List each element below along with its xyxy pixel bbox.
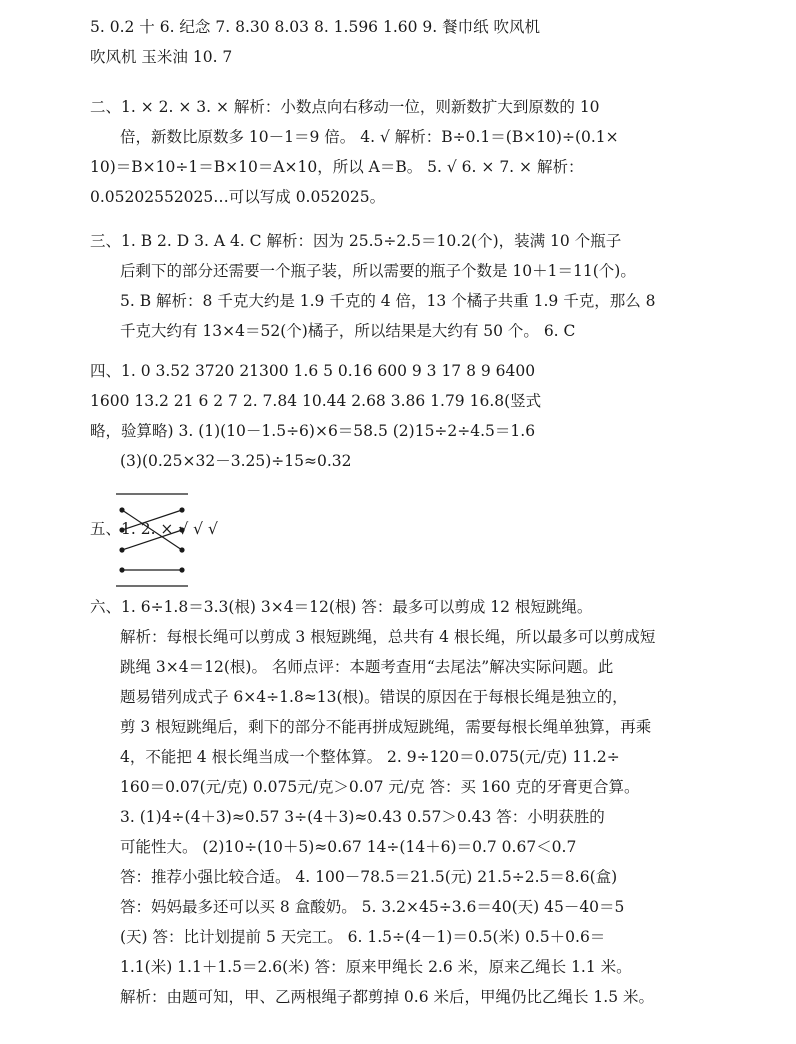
text-line-16: 六、1. 6÷1.8＝3.3(根) 3×4＝12(根) 答：最多可以剪成 12 根短跳绳。 [90,598,593,616]
text-line-19: 题易错列成式子 6×4÷1.8≈13(根)。错误的原因在于每根长绳是独立的， [120,688,628,706]
text-line-14: (3)(0.25×32－3.25)÷15≈0.32 [120,452,352,470]
text-line-23: 3. (1)4÷(4＋3)≈0.57 3÷(4＋3)≈0.43 0.57＞0.43 答：小明获胜的 [120,808,605,826]
text-line-22: 160＝0.07(元/克) 0.075元/克＞0.07 元/克 答：买 160 克的牙膏更合算。 [120,778,640,796]
text-line-10: 千克大约有 13×4＝52(个)橘子，所以结果是大约有 50 个。 6. C [120,322,576,340]
text-line-4: 倍，新数比原数多 10－1＝9 倍。 4. √ 解析：B÷0.1＝(B×10)÷(0.1× [120,128,619,146]
text-line-21: 4，不能把 4 根长绳当成一个整体算。 2. 9÷120＝0.075(元/克) 11.2÷ [120,748,620,766]
text-line-20: 剪 3 根短跳绳后，剩下的部分不能再拼成短跳绳，需要每根长绳单独算，再乘 [120,718,652,736]
text-line-15: 五、1. 2. × √ √ √ [90,520,218,538]
text-line-27: (天) 答：比计划提前 5 天完工。 6. 1.5÷(4－1)＝0.5(米) 0.5＋0.6＝ [120,928,606,946]
text-line-3: 二、1. × 2. × 3. × 解析：小数点向右移动一位，则新数扩大到原数的 10 [90,98,600,116]
text-line-8: 后剩下的部分还需要一个瓶子装，所以需要的瓶子个数是 10＋1＝11(个)。 [120,262,636,280]
text-line-13: 略，验算略) 3. (1)(10－1.5÷6)×6＝58.5 (2)15÷2÷4.5＝1.6 [90,422,536,440]
text-line-26: 答：妈妈最多还可以买 8 盒酸奶。 5. 3.2×45÷3.6＝40(天) 45－40＝5 [120,898,625,916]
text-line-6: 0.0520255202​5…可以写成 0.052025。 [90,188,386,206]
text-line-1: 5. 0.2 十 6. 纪念 7. 8.30 8.03 8. 1.596 1.60 9. 餐巾纸 吹风机 [90,18,541,36]
text-line-2: 吹风机 玉米油 10. 7 [90,48,233,66]
text-line-12: 1600 13.2 21 6 2 7 2. 7.84 10.44 2.68 3.86 1.79 16.8(竖式 [90,392,542,410]
text-line-25: 答：推荐小强比较合适。 4. 100－78.5＝21.5(元) 21.5÷2.5＝8.6(盒) [120,868,618,886]
text-line-5: 10)＝B×10÷1＝B×10＝A×10，所以 A＝B。 5. √ 6. × 7. × 解析： [90,158,584,176]
text-line-7: 三、1. B 2. D 3. A 4. C 解析：因为 25.5÷2.5＝10.2(个)，装满 10 个瓶子 [90,232,622,250]
text-line-11: 四、1. 0 3.52 3720 21300 1.6 5 0.16 600 9 3 17 8 9 6400 [90,362,536,380]
text-line-28: 1.1(米) 1.1＋1.5＝2.6(米) 答：原来甲绳长 2.6 米，原来乙绳长 1.1 米。 [120,958,632,976]
text-line-18: 跳绳 3×4＝12(根)。 名师点评：本题考查用“去尾法”解决实际问题。此 [120,658,614,676]
text-line-9: 5. B 解析：8 千克大约是 1.9 千克的 4 倍，13 个橘子共重 1.9 千克，那么 8 [120,292,656,310]
text-line-17: 解析：每根长绳可以剪成 3 根短跳绳，总共有 4 根长绳，所以最多可以剪成短 [120,628,656,646]
text-line-29: 解析：由题可知，甲、乙两根绳子都剪掉 0.6 米后，甲绳仍比乙绳长 1.5 米。 [120,988,655,1006]
text-line-24: 可能性大。 (2)10÷(10＋5)≈0.67 14÷(14＋6)＝0.7 0.67＜0.7 [120,838,577,856]
